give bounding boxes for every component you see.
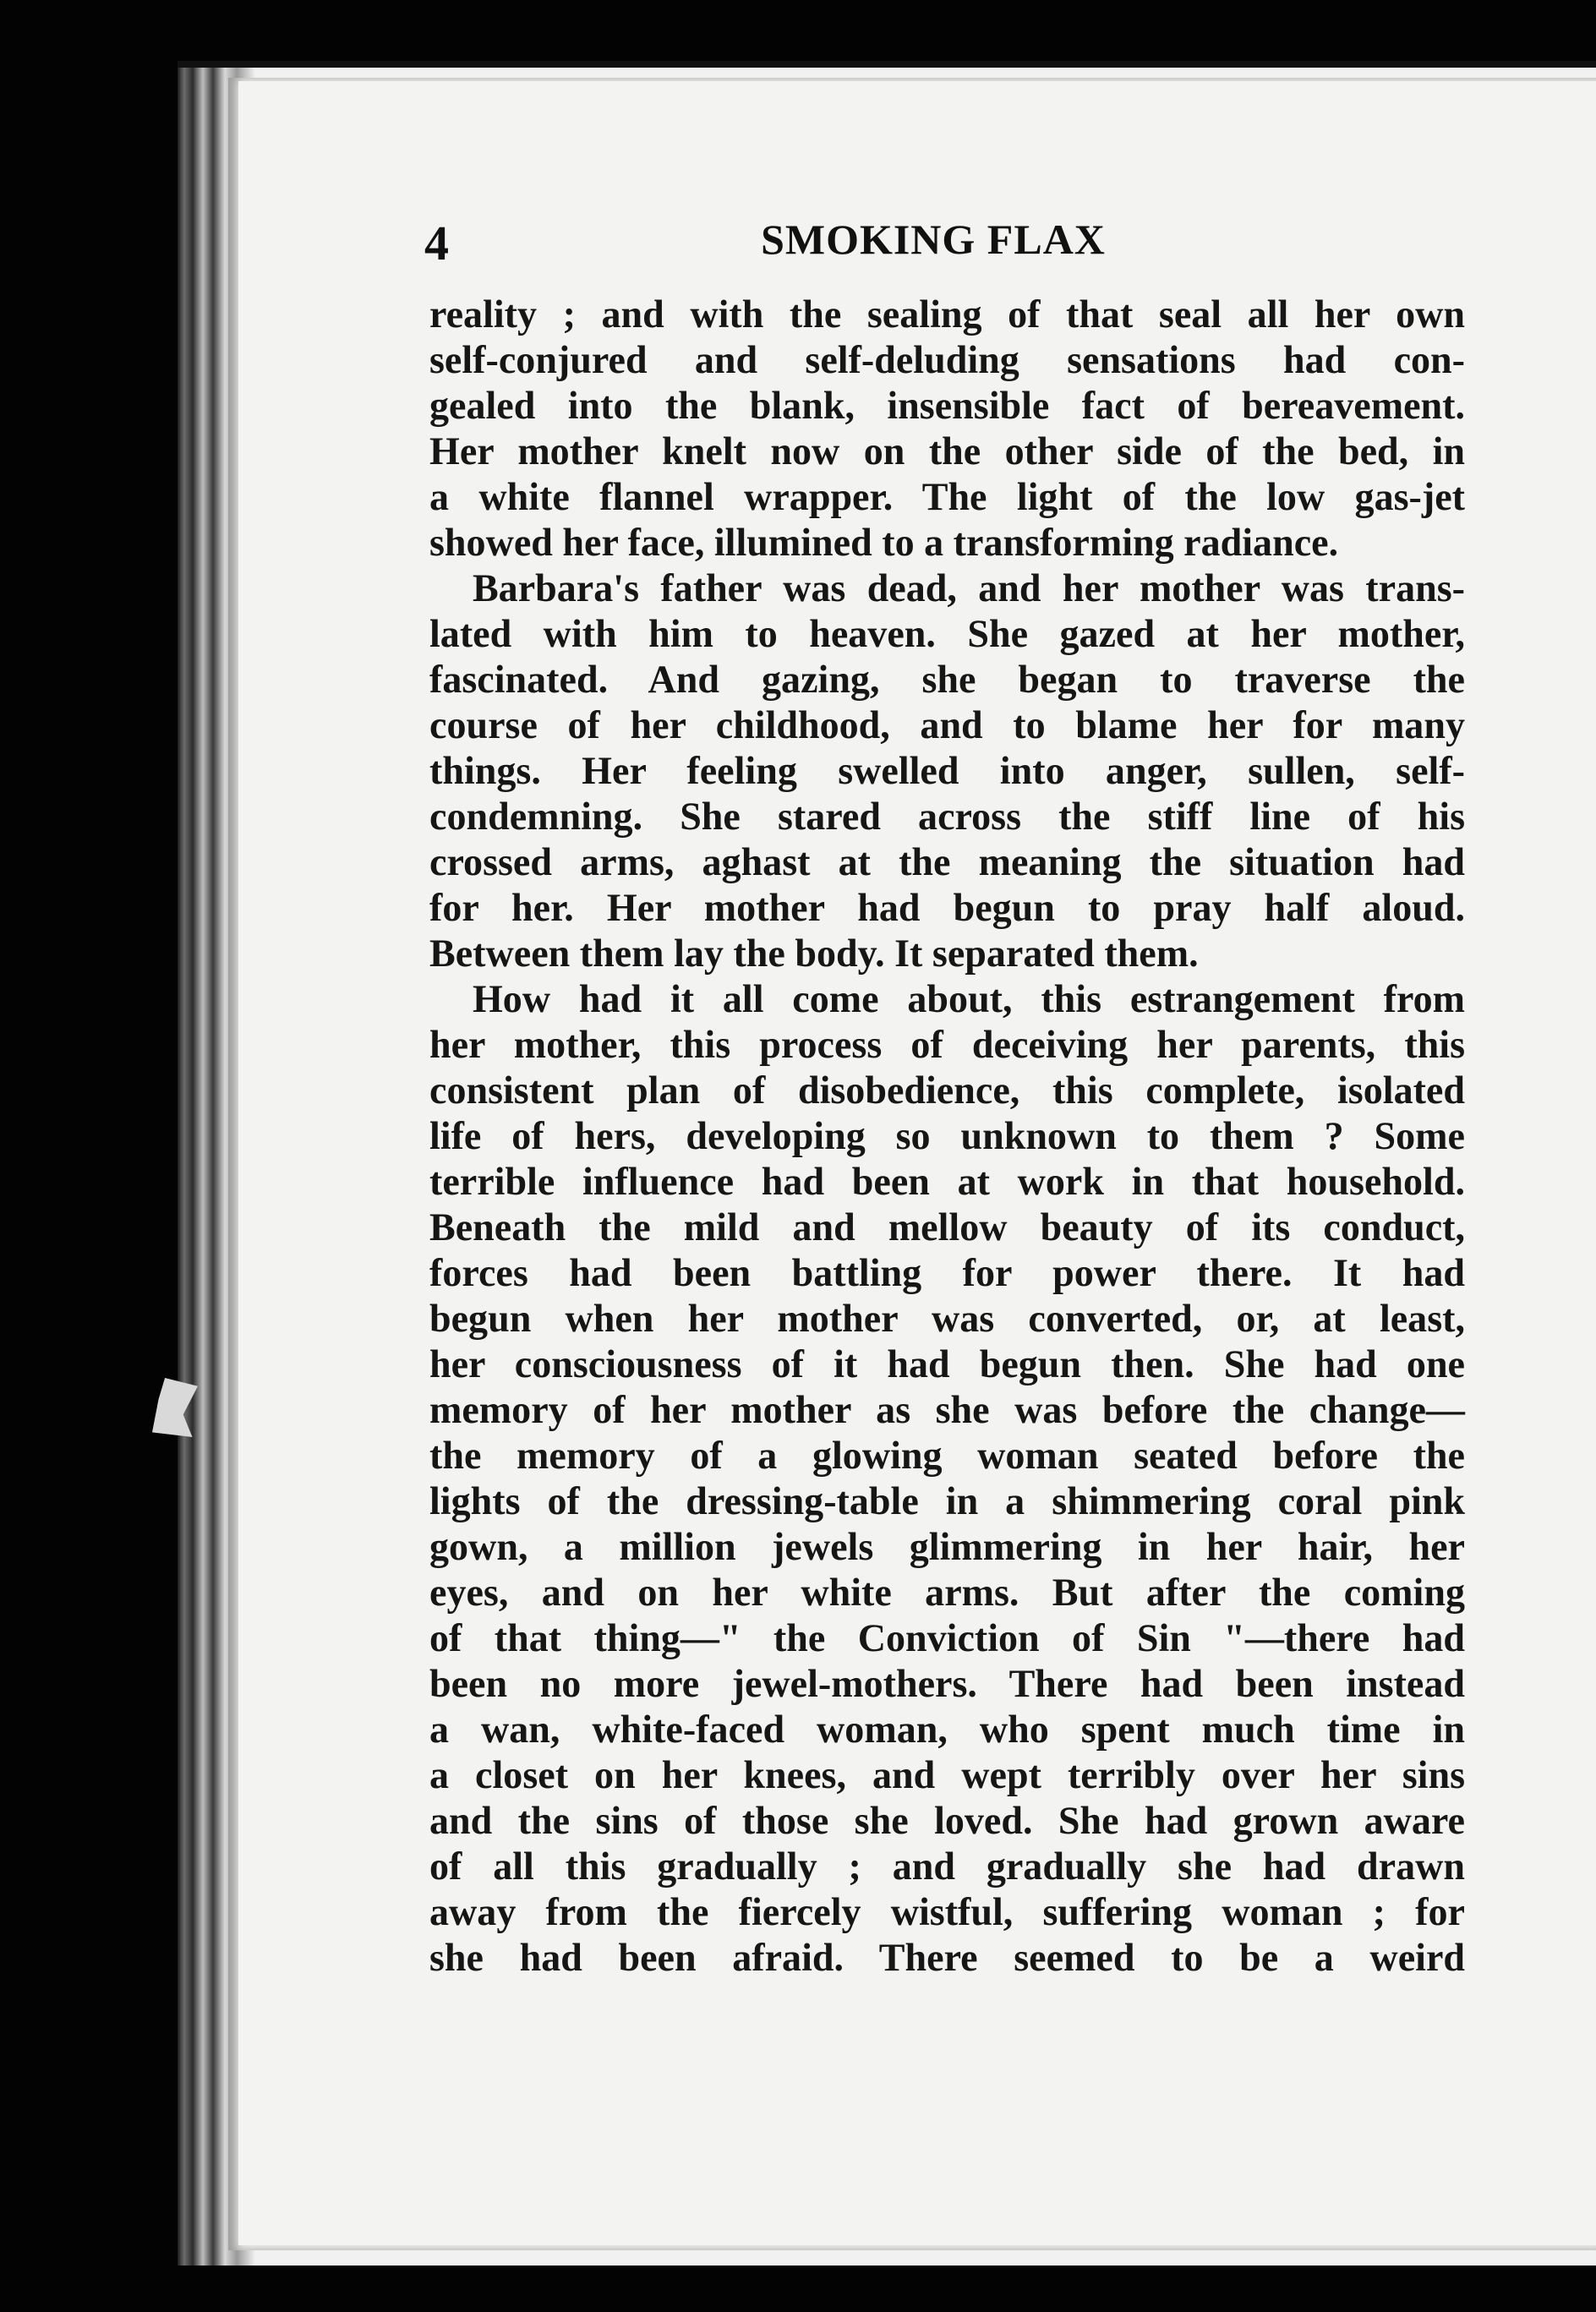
page-number: 4 bbox=[424, 216, 449, 271]
text-line: lights of the dressing-table in a shimmering coral pink bbox=[429, 1479, 1465, 1523]
text-line: crossed arms, aghast at the meaning the situation had bbox=[429, 840, 1465, 884]
text-line: begun when her mother was converted, or, at least, bbox=[429, 1297, 1465, 1341]
text-line: lated with him to heaven. She gazed at her mother, bbox=[429, 612, 1465, 656]
page-body-text bbox=[429, 292, 1486, 1981]
text-line: eyes, and on her white arms. But after the coming bbox=[429, 1571, 1465, 1615]
text-line: terrible influence had been at work in that household. bbox=[429, 1160, 1465, 1204]
text-line: of all this gradually ; and gradually she had drawn bbox=[429, 1845, 1465, 1888]
text-line: course of her childhood, and to blame her for many bbox=[429, 703, 1465, 747]
page-header bbox=[424, 215, 1337, 286]
paragraph-start-line: Barbara's father was dead, and her mother was trans- bbox=[472, 566, 1466, 610]
text-line: Beneath the mild and mellow beauty of its conduct, bbox=[429, 1205, 1465, 1249]
text-line: gealed into the blank, insensible fact of bereavement. bbox=[429, 384, 1465, 428]
text-line: gown, a million jewels glimmering in her hair, her bbox=[429, 1525, 1465, 1569]
text-line: reality ; and with the sealing of that seal all her own bbox=[429, 292, 1465, 336]
text-line: a closet on her knees, and wept terribly over her sins bbox=[429, 1753, 1465, 1797]
running-head: SMOKING FLAX bbox=[761, 216, 1106, 263]
text-line: away from the fiercely wistful, suffering woman ; for bbox=[429, 1890, 1465, 1934]
text-line: and the sins of those she loved. She had grown aware bbox=[429, 1799, 1465, 1843]
text-line: consistent plan of disobedience, this complete, isolated bbox=[429, 1069, 1465, 1112]
text-line: her mother, this process of deceiving her parents, this bbox=[429, 1023, 1465, 1067]
text-line: Between them lay the body. It separated them. bbox=[429, 932, 1199, 976]
text-line: for her. Her mother had begun to pray half aloud. bbox=[429, 886, 1465, 930]
text-line: life of hers, developing so unknown to them ? Some bbox=[429, 1114, 1465, 1158]
text-line: she had been afraid. There seemed to be a weird bbox=[429, 1936, 1465, 1980]
text-line: condemning. She stared across the stiff line of his bbox=[429, 795, 1465, 839]
text-line: a white flannel wrapper. The light of the low gas-jet bbox=[429, 475, 1465, 519]
text-line: Her mother knelt now on the other side of the bed, in bbox=[429, 429, 1465, 473]
text-line: self-conjured and self-deluding sensations had con- bbox=[429, 338, 1465, 382]
text-line: been no more jewel-mothers. There had been instead bbox=[429, 1662, 1465, 1706]
text-line: forces had been battling for power there. It had bbox=[429, 1251, 1465, 1295]
text-line: her consciousness of it had begun then. She had one bbox=[429, 1342, 1465, 1386]
text-line: a wan, white-faced woman, who spent much time in bbox=[429, 1708, 1465, 1752]
paragraph-start-line: How had it all come about, this estrangement from bbox=[472, 977, 1466, 1021]
text-line: things. Her feeling swelled into anger, sullen, self- bbox=[429, 749, 1465, 793]
text-line: the memory of a glowing woman seated before the bbox=[429, 1434, 1465, 1478]
text-line: fascinated. And gazing, she began to traverse the bbox=[429, 658, 1465, 702]
text-line: of that thing—" the Conviction of Sin "—there had bbox=[429, 1616, 1465, 1660]
text-line: showed her face, illumined to a transforming radiance. bbox=[429, 521, 1339, 565]
text-line: memory of her mother as she was before the change— bbox=[429, 1388, 1465, 1432]
